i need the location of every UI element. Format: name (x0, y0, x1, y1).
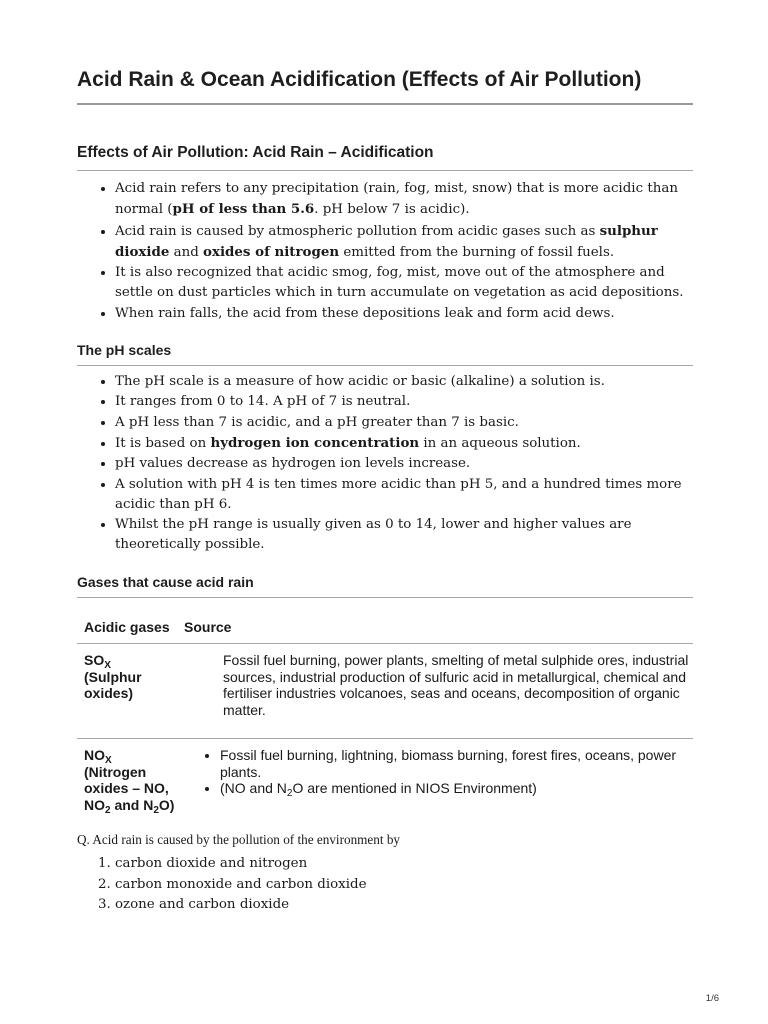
table-row (77, 739, 693, 814)
list-item: • The pH scale is a measure of how acidic or basic (alkaline) a solution is. (115, 372, 693, 392)
ph-bullet-list (77, 372, 693, 556)
document-page (77, 66, 693, 916)
list-item: • A pH less than 7 is acidic, and a pH greater than 7 is basic. (115, 413, 693, 433)
list-item: • A solution with pH 4 is ten times more acidic than pH 5, and a hundred times more acidic than pH 6. (115, 475, 693, 516)
list-item: • (NO and $N_2O$ are mentioned in NIOS Environment) (220, 780, 693, 797)
list-item: • Acid rain is caused by atmospheric pollution from acidic gases such as sulphur dioxide and oxides of nitrogen emitted from the burning of fossil fuels. (115, 221, 693, 264)
question-text: Q. Acid rain is caused by the pollution of the environment by (77, 832, 401, 848)
column-header-source: Source (177, 598, 693, 644)
page-title: Acid Rain & Ocean Acidification (Effects of Air Pollution) (77, 66, 693, 105)
gas-name-nox: $NO_X$ (Nitrogen oxides – NO, $NO_2$ and $N_2O$) (84, 747, 175, 816)
gases-table (77, 598, 693, 814)
answer-option: 3. ozone and carbon dioxide (115, 895, 693, 916)
section-heading-gases: Gases that cause acid rain (77, 573, 693, 598)
section-heading-effects: Effects of Air Pollution: Acid Rain – Acidification (77, 143, 693, 171)
answer-option: 1. carbon dioxide and nitrogen (115, 854, 693, 875)
answer-options (77, 854, 693, 916)
list-item: • Fossil fuel burning, lightning, biomass burning, forest fires, oceans, power plants. (220, 747, 693, 780)
effects-bullet-list (77, 179, 693, 324)
gas-name-sox: $SO_X$ (Sulphur oxides) (77, 644, 177, 739)
source-nox (177, 739, 693, 814)
source-nox-list (184, 747, 693, 800)
table-header-row (77, 598, 693, 644)
answer-option: 2. carbon monoxide and carbon dioxide (115, 875, 693, 896)
list-item: • pH values decrease as hydrogen ion levels increase. (115, 454, 693, 474)
list-item: • It is based on hydrogen ion concentration in an aqueous solution. (115, 433, 693, 454)
list-item: • It is also recognized that acidic smog, fog, mist, move out of the atmosphere and settle on dust particles which in turn accumulate on vegetation as acid depositions. (115, 263, 693, 304)
source-sox: Fossil fuel burning, power plants, smelting of metal sulphide ores, industrial sources, industrial production of sulfuric acid in metallurgical, chemical and fertiliser industries volcanoes, seas and oceans, decomposition of organic matter. (177, 644, 693, 739)
page-number: 1/6 (705, 993, 719, 1004)
table-row (77, 644, 693, 739)
list-item: • Whilst the pH range is usually given as 0 to 14, lower and higher values are theoretically possible. (115, 515, 693, 556)
list-item: • It ranges from 0 to 14. A pH of 7 is neutral. (115, 392, 693, 412)
list-item: • Acid rain refers to any precipitation (rain, fog, mist, snow) that is more acidic than normal (pH of less than 5.6. pH below 7 is acidic). (115, 179, 693, 221)
section-heading-ph: The pH scales (77, 341, 693, 366)
list-item: • When rain falls, the acid from these depositions leak and form acid dews. (115, 304, 693, 324)
column-header-gases: Acidic gases (77, 598, 177, 644)
